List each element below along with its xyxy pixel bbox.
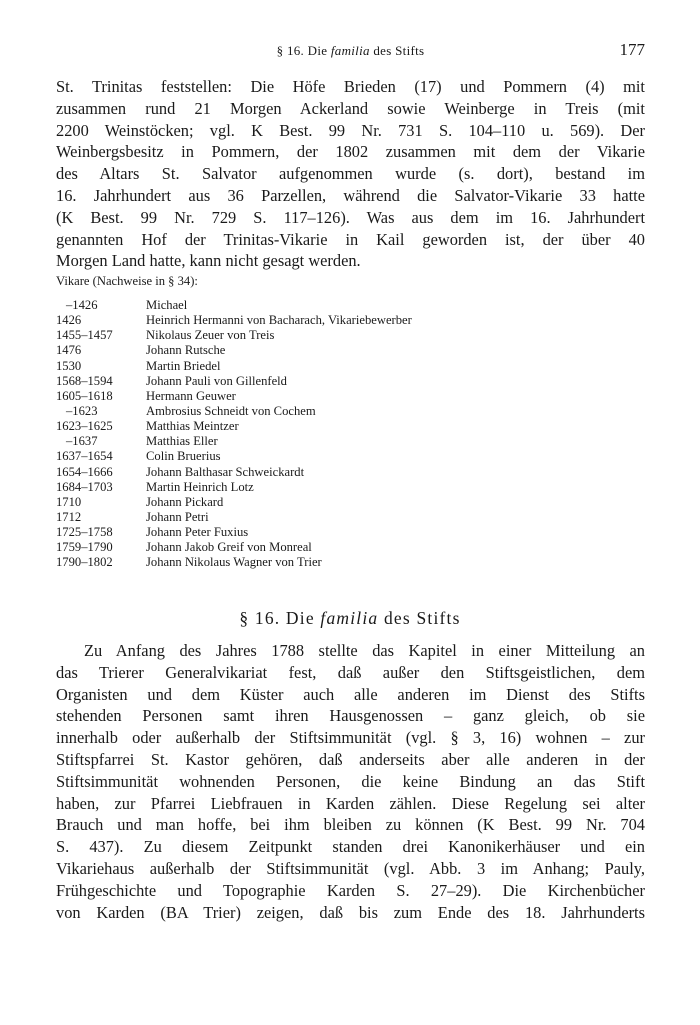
- text-line: Frühgeschichte und Topographie Karden S. 27–29). Die Kirchenbücher: [56, 880, 645, 900]
- list-item: [56, 374, 645, 389]
- vikar-years: –1426: [66, 298, 98, 312]
- list-item: [56, 389, 645, 404]
- text-line: S. 437). Zu diesem Zeitpunkt standen drei Kanonikerhäuser und ein: [56, 837, 645, 857]
- vikar-years: 1684–1703: [56, 479, 113, 494]
- vikar-years: 1476: [56, 343, 82, 358]
- vikar-name: Nikolaus Zeuer von Treis: [146, 328, 275, 343]
- list-item: [56, 313, 645, 328]
- vikar-name: Johann Balthasar Schweickardt: [146, 464, 305, 479]
- list-item: [56, 465, 645, 480]
- list-item: [56, 449, 645, 464]
- text-line: Weinbergsbesitz in Pommern, der 1802 zusammen mit dem der Vikarie: [56, 142, 645, 162]
- text-line: Brauch und man hoffe, bei ihm bleiben zu können (K Best. 99 Nr. 704: [56, 815, 645, 835]
- list-item: [56, 525, 645, 540]
- vikar-name: Johann Pickard: [146, 494, 224, 509]
- text-line: haben, zur Pfarrei Liebfrauen in Karden zählen. Diese Regelung sei alter: [56, 793, 645, 813]
- vikar-years: 1455–1457: [56, 328, 113, 343]
- list-item: [56, 404, 645, 419]
- vikar-name: Martin Heinrich Lotz: [146, 479, 254, 494]
- text-line: Organisten und dem Küster auch alle anderen im Dienst des Stifts: [56, 684, 645, 704]
- vikar-years: –1637: [66, 434, 98, 449]
- text-line: zusammen rund 21 Morgen Ackerland sowie Weinberge in Treis (mit: [56, 98, 645, 118]
- list-item: [56, 343, 645, 358]
- section-heading-italic: familia: [320, 608, 379, 628]
- list-item: [56, 555, 645, 570]
- running-head: [56, 40, 645, 62]
- vikar-years: 1790–1802: [56, 555, 113, 570]
- list-item: [56, 540, 645, 555]
- text-line: St. Trinitas feststellen: Die Höfe Brieden (17) und Pommern (4) mit: [56, 77, 645, 96]
- text-line: 2200 Weinstöcken; vgl. K Best. 99 Nr. 731 S. 104–110 u. 569). Der: [56, 120, 645, 140]
- vikar-years: –1623: [66, 403, 98, 418]
- vikar-name: Johann Petri: [146, 509, 209, 524]
- vikar-years: 1605–1618: [56, 388, 113, 403]
- list-item: [56, 419, 645, 434]
- vikar-name: Johann Nikolaus Wagner von Trier: [146, 555, 322, 570]
- vikar-name: Johann Pauli von Gillenfeld: [146, 373, 287, 388]
- list-item: [56, 480, 645, 495]
- list-item: [56, 510, 645, 525]
- vikar-years: 1759–1790: [56, 540, 113, 555]
- vikar-name: Colin Bruerius: [146, 449, 221, 464]
- vikar-years: 1568–1594: [56, 373, 113, 388]
- paragraph-1: [56, 76, 645, 272]
- text-line: Vikariehaus außerhalb der Stiftsimmunität (vgl. Abb. 3 im Anhang; Pauly,: [56, 858, 645, 878]
- vikar-name: Michael: [146, 298, 188, 312]
- vikar-years: 1637–1654: [56, 449, 113, 464]
- text-line: innerhalb oder außerhalb der Stiftsimmunität (vgl. § 3, 16) wohnen – zur: [56, 728, 645, 748]
- vikar-years: 1623–1625: [56, 419, 113, 434]
- text-line: genannten Hof der Trinitas-Vikarie in Kail geworden ist, der über 40: [56, 229, 645, 249]
- paragraph-2: [56, 640, 645, 923]
- vikar-years: 1725–1758: [56, 525, 113, 540]
- vikare-list: [56, 298, 645, 571]
- text-line: Morgen Land hatte, kann nicht gesagt werden.: [56, 251, 361, 271]
- vikar-years: 1710: [56, 494, 82, 509]
- vikare-caption: Vikare (Nachweise in § 34):: [56, 274, 198, 288]
- text-line: von Karden (BA Trier) zeigen, daß bis zum Ende des 18. Jahrhunderts: [56, 902, 645, 922]
- text-line: das Trierer Generalvikariat fest, daß außer den Stiftsgeistlichen, dem: [56, 662, 645, 682]
- vikar-name: Johann Rutsche: [146, 343, 226, 358]
- text-line: Stiftspfarrei St. Kastor gehören, daß anderseits aber alle anderen in der: [56, 749, 645, 769]
- text-line: Zu Anfang des Jahres 1788 stellte das Kapitel in einer Mitteilung an: [84, 641, 645, 660]
- text-line: des Altars St. Salvator aufgenommen wurde (s. dort), bestand im: [56, 164, 645, 184]
- list-item: [56, 298, 645, 313]
- page-number: 177: [619, 40, 645, 59]
- list-item: [56, 359, 645, 374]
- list-item: [56, 434, 645, 449]
- section-heading: § 16. Die familia des Stifts: [239, 608, 461, 628]
- vikar-name: Heinrich Hermanni von Bacharach, Vikariebewerber: [146, 313, 412, 328]
- vikar-years: 1712: [56, 509, 82, 524]
- vikar-years: 1426: [56, 313, 82, 328]
- running-title-italic: familia: [330, 43, 370, 58]
- vikar-name: Johann Peter Fuxius: [146, 525, 249, 540]
- vikar-name: Johann Jakob Greif von Monreal: [146, 540, 312, 555]
- vikar-name: Ambrosius Schneidt von Cochem: [146, 403, 316, 418]
- text-line: Stiftsimmunität wohnenden Personen, die keine Bindung an das Stift: [56, 771, 645, 791]
- vikar-name: Hermann Geuwer: [146, 388, 236, 403]
- list-item: [56, 495, 645, 510]
- vikar-name: Matthias Eller: [146, 434, 218, 449]
- text-line: (K Best. 99 Nr. 729 S. 117–126). Was aus dem im 16. Jahrhundert: [56, 207, 645, 227]
- text-line: 16. Jahrhundert aus 36 Parzellen, während die Salvator-Vikarie 33 hatte: [56, 185, 645, 205]
- vikar-name: Martin Briedel: [146, 358, 221, 373]
- vikar-name: Matthias Meintzer: [146, 419, 239, 434]
- vikar-years: 1654–1666: [56, 464, 113, 479]
- list-item: [56, 328, 645, 343]
- running-title: § 16. Die familia des Stifts: [276, 43, 425, 58]
- text-line: stehenden Personen samt ihren Hausgenossen – ganz gleich, ob sie: [56, 706, 645, 726]
- vikar-years: 1530: [56, 358, 82, 373]
